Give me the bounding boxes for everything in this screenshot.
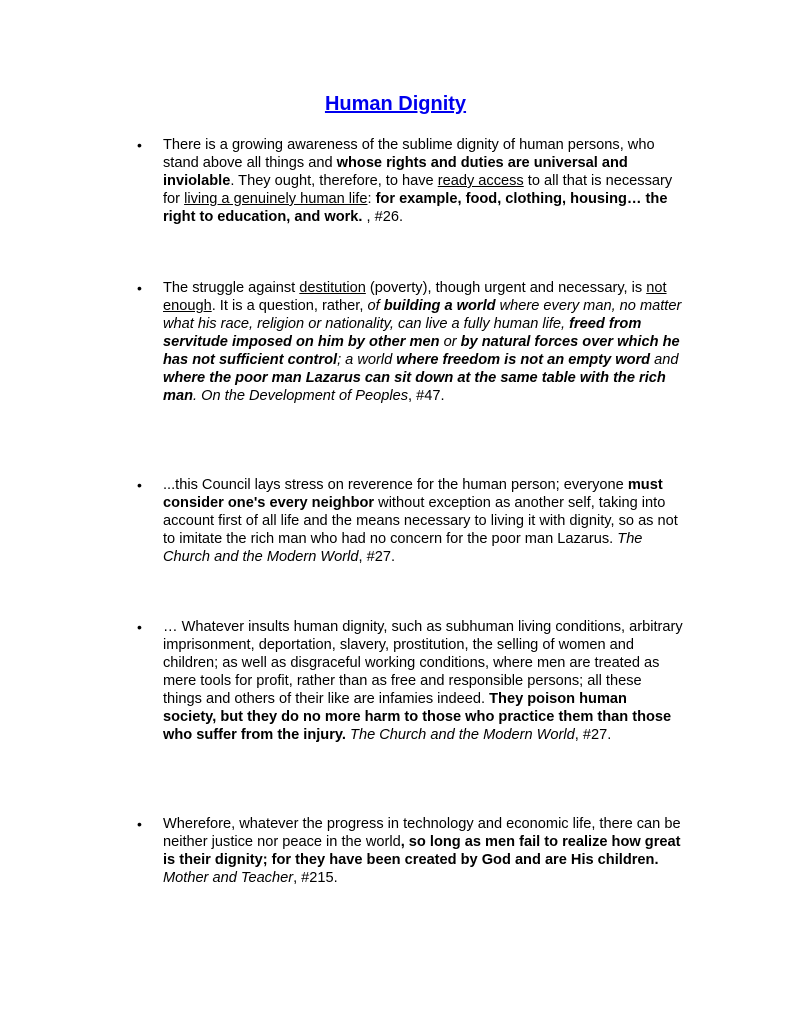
text-segment: , #27. — [358, 549, 396, 565]
text-segment: living a genuinely human life — [184, 191, 368, 207]
item-text — [163, 619, 683, 743]
text-segment: Wherefore, whatever the progress in technology and economic life, there can be neither justice nor peace in the world — [163, 816, 681, 850]
text-segment: : — [367, 191, 376, 207]
text-segment: , #27. — [574, 727, 612, 743]
text-segment: , so long as men fail to realize how great is their dignity; for they have been created by God and are His children. — [163, 834, 681, 868]
text-segment: The struggle against — [163, 280, 300, 296]
text-segment: The Church and the Modern World — [163, 531, 643, 565]
text-segment: , #47. — [408, 388, 445, 404]
text-segment: There is a growing awareness of the sublime dignity of human persons, who stand above all things and — [163, 137, 655, 171]
text-segment: . On the Development of Peoples — [193, 388, 408, 404]
text-segment: They poison human society, but they do no more harm to those who practice them than those who suffer from the injury. — [163, 691, 672, 743]
text-segment: of — [367, 298, 384, 314]
list-item — [137, 476, 683, 566]
text-segment: (poverty), though urgent and necessary, is — [365, 280, 647, 296]
text-segment: . It is a question, rather, — [211, 298, 368, 314]
text-segment: and — [650, 352, 679, 368]
text-segment: without exception as another self, taking into account first of all life and the means necessary to living it with dignity, so as not to imitate the rich man who had no concern for the poor man Lazarus. — [163, 495, 678, 547]
text-segment: by natural forces over which he has not sufficient control — [163, 334, 680, 368]
text-segment: ; a world — [337, 352, 397, 368]
text-segment: … Whatever insults human dignity, such as subhuman living conditions, arbitrary imprisonment, deportation, slavery, prostitution, the selling of women and children; as well as disgraceful working conditions, where men are treated as mere tools for profit, rather than as free and responsible persons; all these things and others of their like are infamies indeed. — [163, 619, 683, 707]
text-segment: or — [439, 334, 461, 350]
text-segment: destitution — [299, 280, 366, 296]
text-segment: for example, food, clothing, housing… the right to education, and work. — [163, 191, 668, 225]
text-segment: to all that is necessary for — [163, 173, 673, 207]
item-text — [163, 280, 681, 404]
bullet-icon: • — [137, 137, 142, 153]
text-segment: ready access — [437, 173, 524, 189]
text-segment: freed from servitude imposed on him by other men — [163, 316, 642, 350]
bullet-icon: • — [137, 280, 142, 296]
item-text — [163, 477, 678, 565]
text-segment: Mother and Teacher — [163, 870, 294, 886]
item-text — [163, 816, 681, 886]
list-item — [137, 815, 683, 887]
text-segment: , #26. — [362, 209, 404, 225]
item-text — [163, 137, 672, 225]
text-segment: where every man, no matter what his race, religion or nationality, can live a fully human life, — [163, 298, 682, 332]
text-segment: whose rights and duties are universal and inviolable — [163, 155, 628, 189]
text-segment: The Church and the Modern World — [345, 727, 575, 743]
text-segment: . They ought, therefore, to have — [230, 173, 438, 189]
text-segment: not enough — [163, 280, 667, 314]
text-segment: where the poor man Lazarus can sit down at the same table with the rich man — [163, 370, 666, 404]
text-segment: , #215. — [293, 870, 338, 886]
text-segment: where freedom is not an empty word — [396, 352, 651, 368]
list-item — [137, 618, 683, 744]
text-segment: ...this Council lays stress on reverence for the human person; everyone — [163, 477, 628, 493]
text-segment: building a world — [383, 298, 496, 314]
bullet-icon: • — [137, 619, 142, 635]
list-item — [137, 279, 683, 405]
list-item — [137, 136, 683, 226]
text-segment: must consider one's every neighbor — [163, 477, 663, 511]
bullet-icon: • — [137, 477, 142, 493]
bullet-icon: • — [137, 816, 142, 832]
page-title[interactable]: Human Dignity — [324, 93, 467, 115]
